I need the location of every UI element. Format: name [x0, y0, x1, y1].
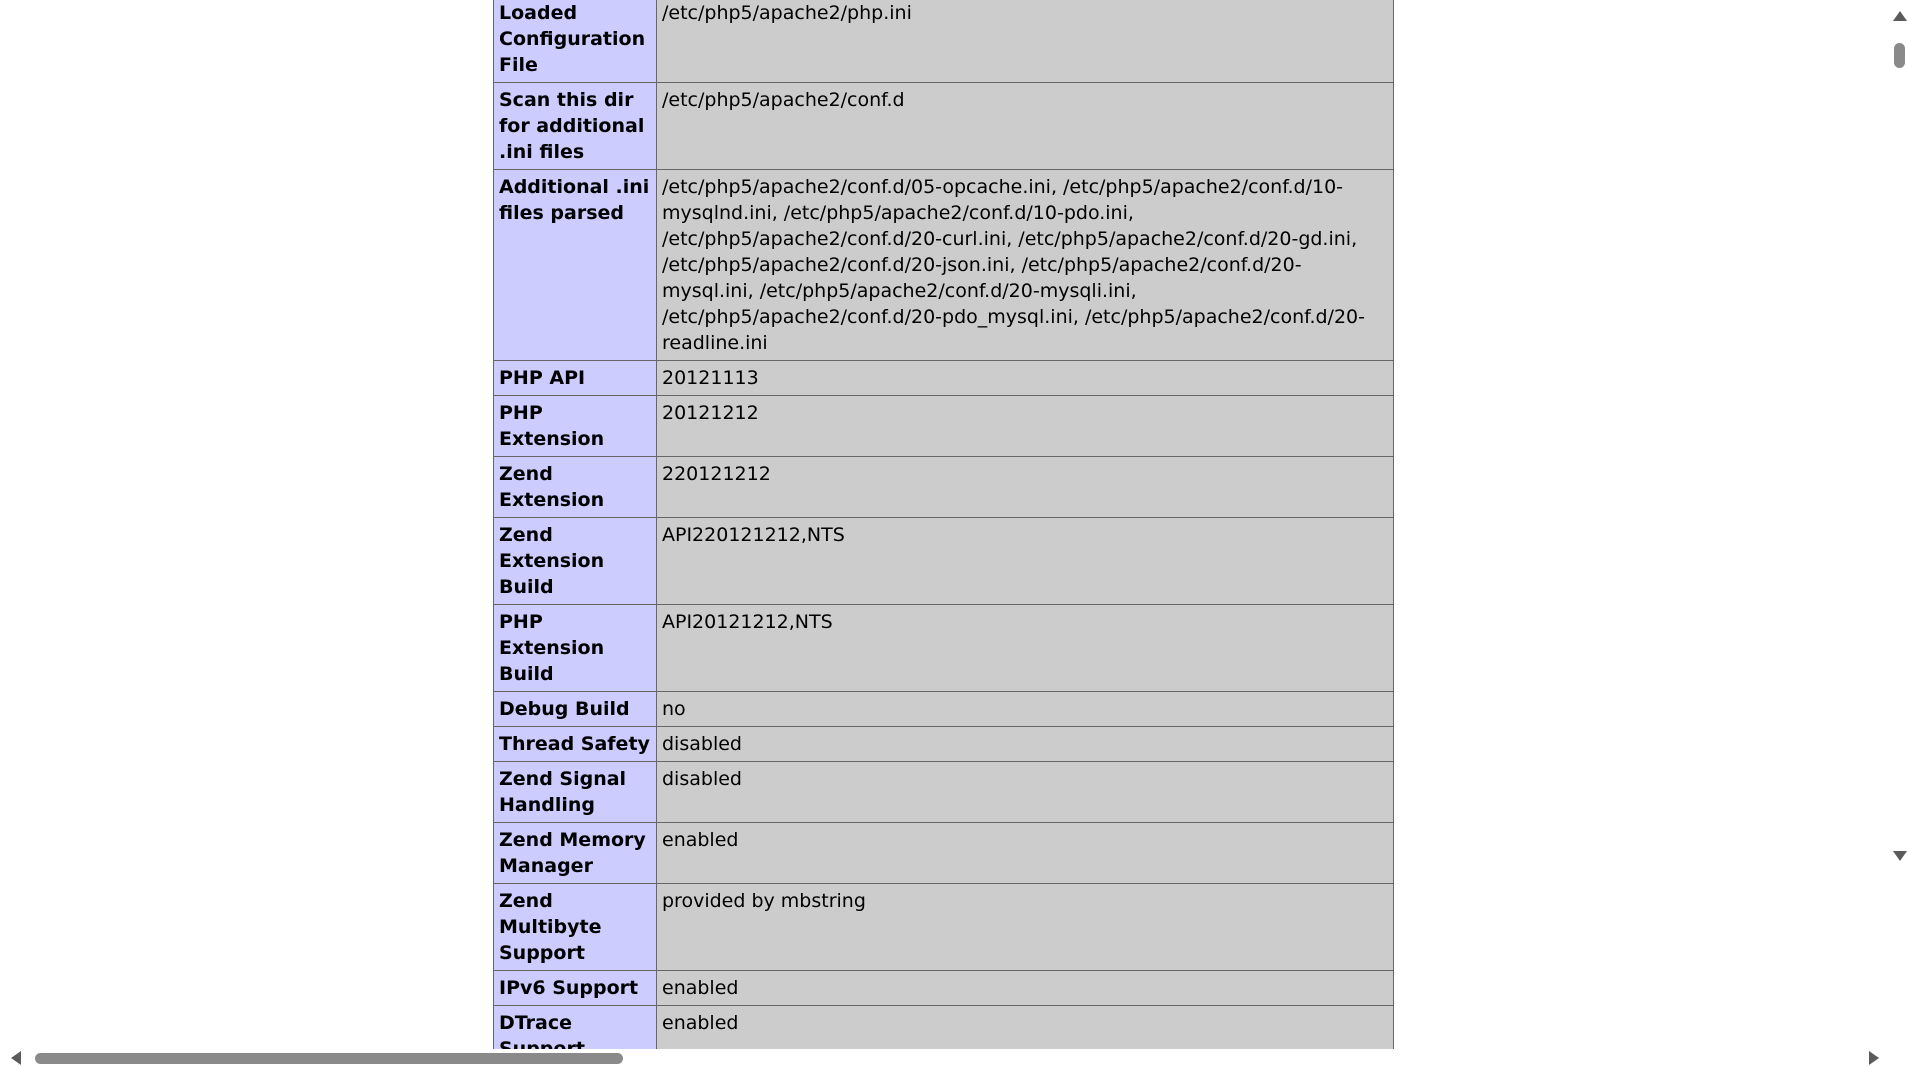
row-label: PHP Extension: [494, 396, 657, 457]
row-value: /etc/php5/apache2/conf.d: [657, 83, 1394, 170]
row-label: Zend Signal Handling: [494, 762, 657, 823]
row-value: 220121212: [657, 457, 1394, 518]
row-label: PHP API: [494, 361, 657, 396]
table-row: [494, 605, 1394, 692]
row-value: 20121212: [657, 396, 1394, 457]
table-row: [494, 762, 1394, 823]
table-row: [494, 692, 1394, 727]
triangle-down-icon[interactable]: [1893, 851, 1907, 861]
row-value: 20121113: [657, 361, 1394, 396]
vertical-scrollbar[interactable]: [1890, 0, 1908, 873]
row-label: PHP Extension Build: [494, 605, 657, 692]
row-value: disabled: [657, 762, 1394, 823]
table-row: [494, 0, 1394, 83]
row-label: Scan this dir for additional .ini files: [494, 83, 657, 170]
table-row: [494, 457, 1394, 518]
row-value: enabled: [657, 971, 1394, 1006]
row-value: /etc/php5/apache2/conf.d/05-opcache.ini, /etc/php5/apache2/conf.d/10-mysqlnd.ini, /etc/php5/apache2/conf.d/10-pdo.ini, /etc/php5/apache2/conf.d/20-curl.ini, /etc/php5/apache2/conf.d/20-gd.ini, /etc/php5/apache2/conf.d/20-json.ini, /etc/php5/apache2/conf.d/20-mysql.ini, /etc/php5/apache2/conf.d/20-mysqli.ini, /etc/php5/apache2/conf.d/20-pdo_mysql.ini, /etc/php5/apache2/conf.d/20-readline.ini: [657, 170, 1394, 361]
table-row: [494, 727, 1394, 762]
row-value: /etc/php5/apache2/php.ini: [657, 0, 1394, 83]
row-value: provided by mbstring: [657, 884, 1394, 971]
vertical-scroll-thumb[interactable]: [1894, 43, 1905, 68]
row-label: Additional .ini files parsed: [494, 170, 657, 361]
row-value: no: [657, 692, 1394, 727]
row-label: Loaded Configuration File: [494, 0, 657, 83]
horizontal-scrollbar[interactable]: [0, 1049, 1890, 1067]
row-label: Zend Multibyte Support: [494, 884, 657, 971]
row-value: enabled: [657, 823, 1394, 884]
row-value: enabled: [657, 1006, 1394, 1067]
row-value: API220121212,NTS: [657, 518, 1394, 605]
row-label: IPv6 Support: [494, 971, 657, 1006]
triangle-left-icon[interactable]: [11, 1051, 21, 1065]
row-value: API20121212,NTS: [657, 605, 1394, 692]
row-label: Zend Extension: [494, 457, 657, 518]
table-row: [494, 361, 1394, 396]
table-row: [494, 884, 1394, 971]
table-row: [494, 396, 1394, 457]
row-label: Zend Memory Manager: [494, 823, 657, 884]
table-row: [494, 83, 1394, 170]
table-row: [494, 971, 1394, 1006]
table-row: [494, 518, 1394, 605]
scrollbar-corner: [1890, 1049, 1908, 1067]
horizontal-scroll-thumb[interactable]: [35, 1053, 623, 1064]
row-label: Debug Build: [494, 692, 657, 727]
row-value: disabled: [657, 727, 1394, 762]
phpinfo-table: [493, 0, 1394, 1067]
triangle-right-icon[interactable]: [1869, 1051, 1879, 1065]
row-label: Zend Extension Build: [494, 518, 657, 605]
row-label: Thread Safety: [494, 727, 657, 762]
table-row: [494, 823, 1394, 884]
row-label: DTrace: [494, 1006, 657, 1067]
triangle-up-icon[interactable]: [1893, 11, 1907, 21]
table-row: [494, 170, 1394, 361]
